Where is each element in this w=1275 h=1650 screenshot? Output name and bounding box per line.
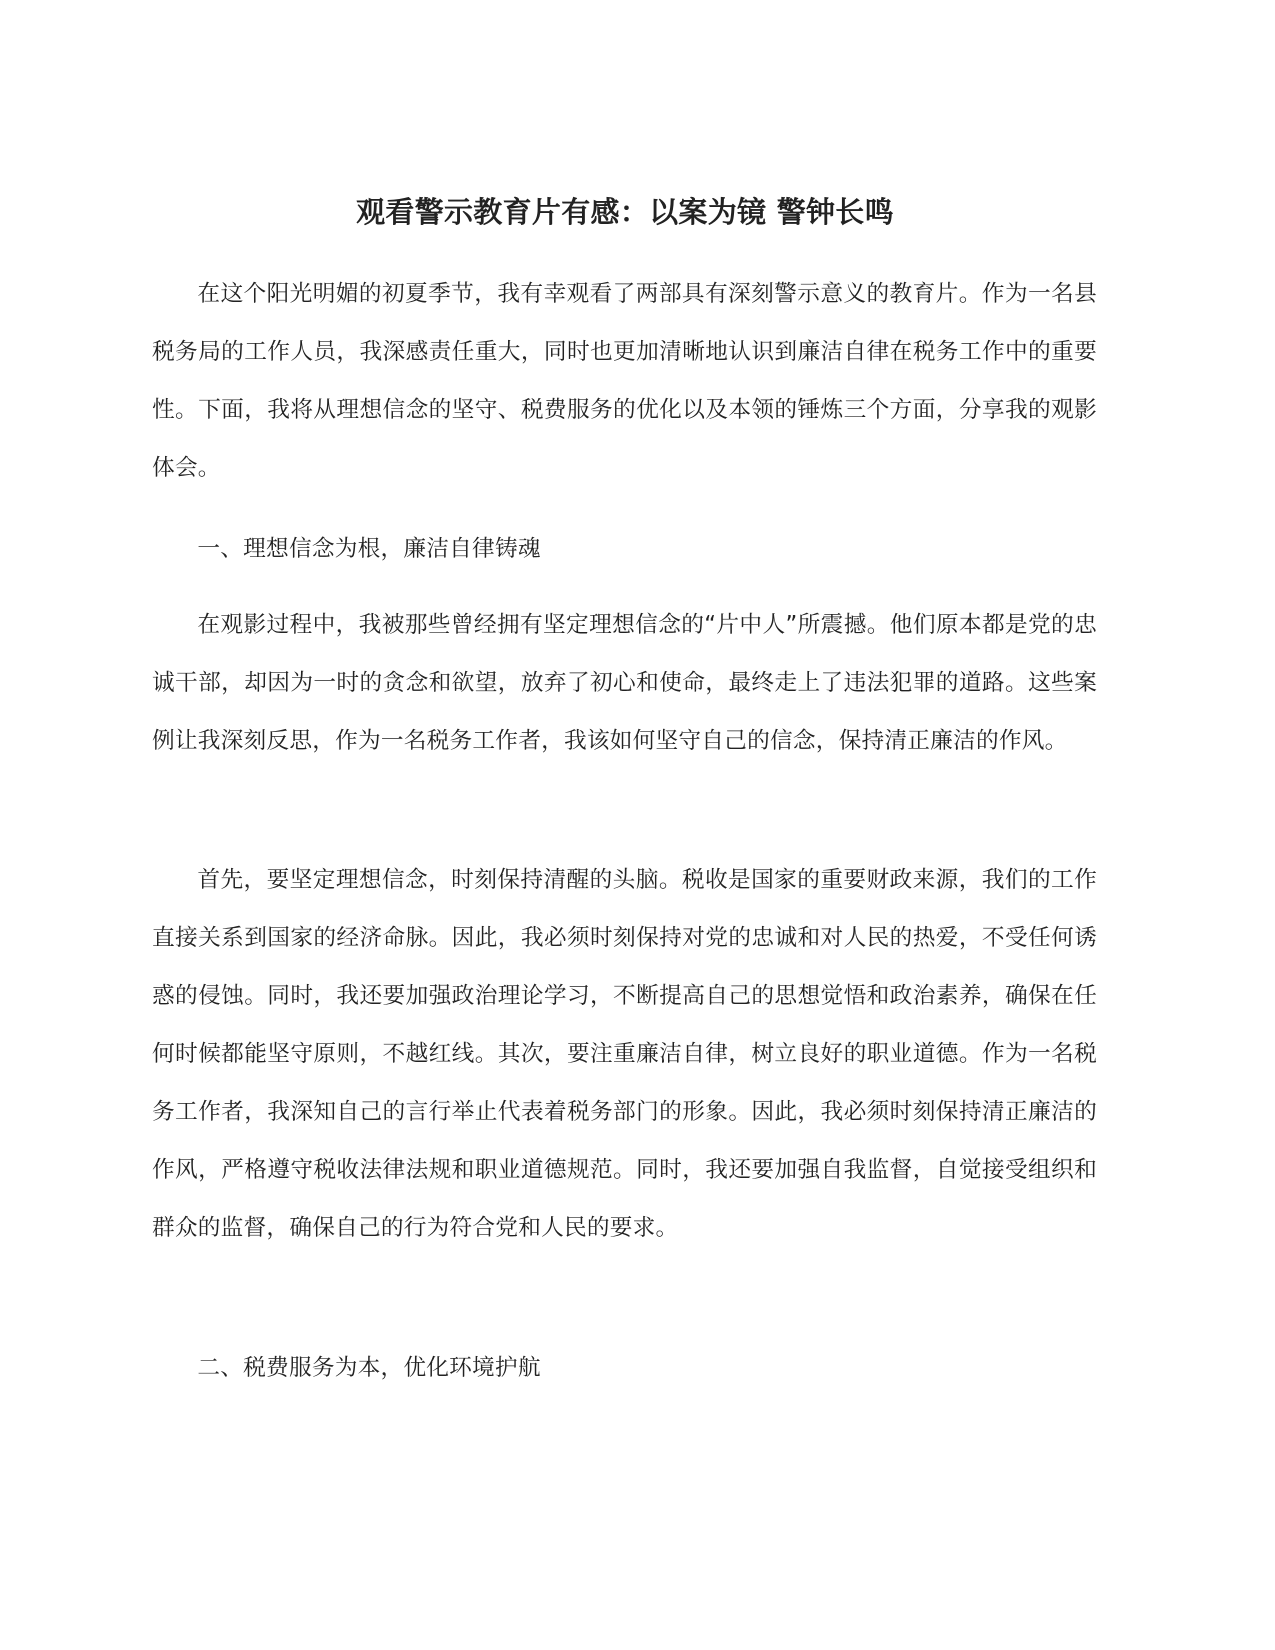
- section-2-heading: 二、税费服务为本，优化环境护航: [197, 1355, 541, 1381]
- document-title: 观看警示教育片有感：以案为镜 警钟长鸣: [356, 195, 894, 229]
- section-1-paragraph-1: 在观影过程中，我被那些曾经拥有坚定理想信念的“片中人”所震撼。他们原本都是党的忠诚干部，却因为一时的贪念和欲望，放弃了初心和使命，最终走上了违法犯罪的道路。这些案例让我深刻反思，作为一名税务工作者，我该如何坚守自己的信念，保持清正廉洁的作风。: [152, 612, 1097, 754]
- section-1-heading: 一、理想信念为根，廉洁自律铸魂: [197, 536, 541, 562]
- intro-paragraph: 在这个阳光明媚的初夏季节，我有幸观看了两部具有深刻警示意义的教育片。作为一名县税务局的工作人员，我深感责任重大，同时也更加清晰地认识到廉洁自律在税务工作中的重要性。下面，我将从理想信念的坚守、税费服务的优化以及本领的锤炼三个方面，分享我的观影体会。: [152, 281, 1097, 481]
- section-1-paragraph-2: 首先，要坚定理想信念，时刻保持清醒的头脑。税收是国家的重要财政来源，我们的工作直接关系到国家的经济命脉。因此，我必须时刻保持对党的忠诚和对人民的热爱，不受任何诱惑的侵蚀。同时，我还要加强政治理论学习，不断提高自己的思想觉悟和政治素养，确保在任何时候都能坚守原则，不越红线。其次，要注重廉洁自律，树立良好的职业道德。作为一名税务工作者，我深知自己的言行举止代表着税务部门的形象。因此，我必须时刻保持清正廉洁的作风，严格遵守税收法律法规和职业道德规范。同时，我还要加强自我监督，自觉接受组织和群众的监督，确保自己的行为符合党和人民的要求。: [152, 867, 1097, 1241]
